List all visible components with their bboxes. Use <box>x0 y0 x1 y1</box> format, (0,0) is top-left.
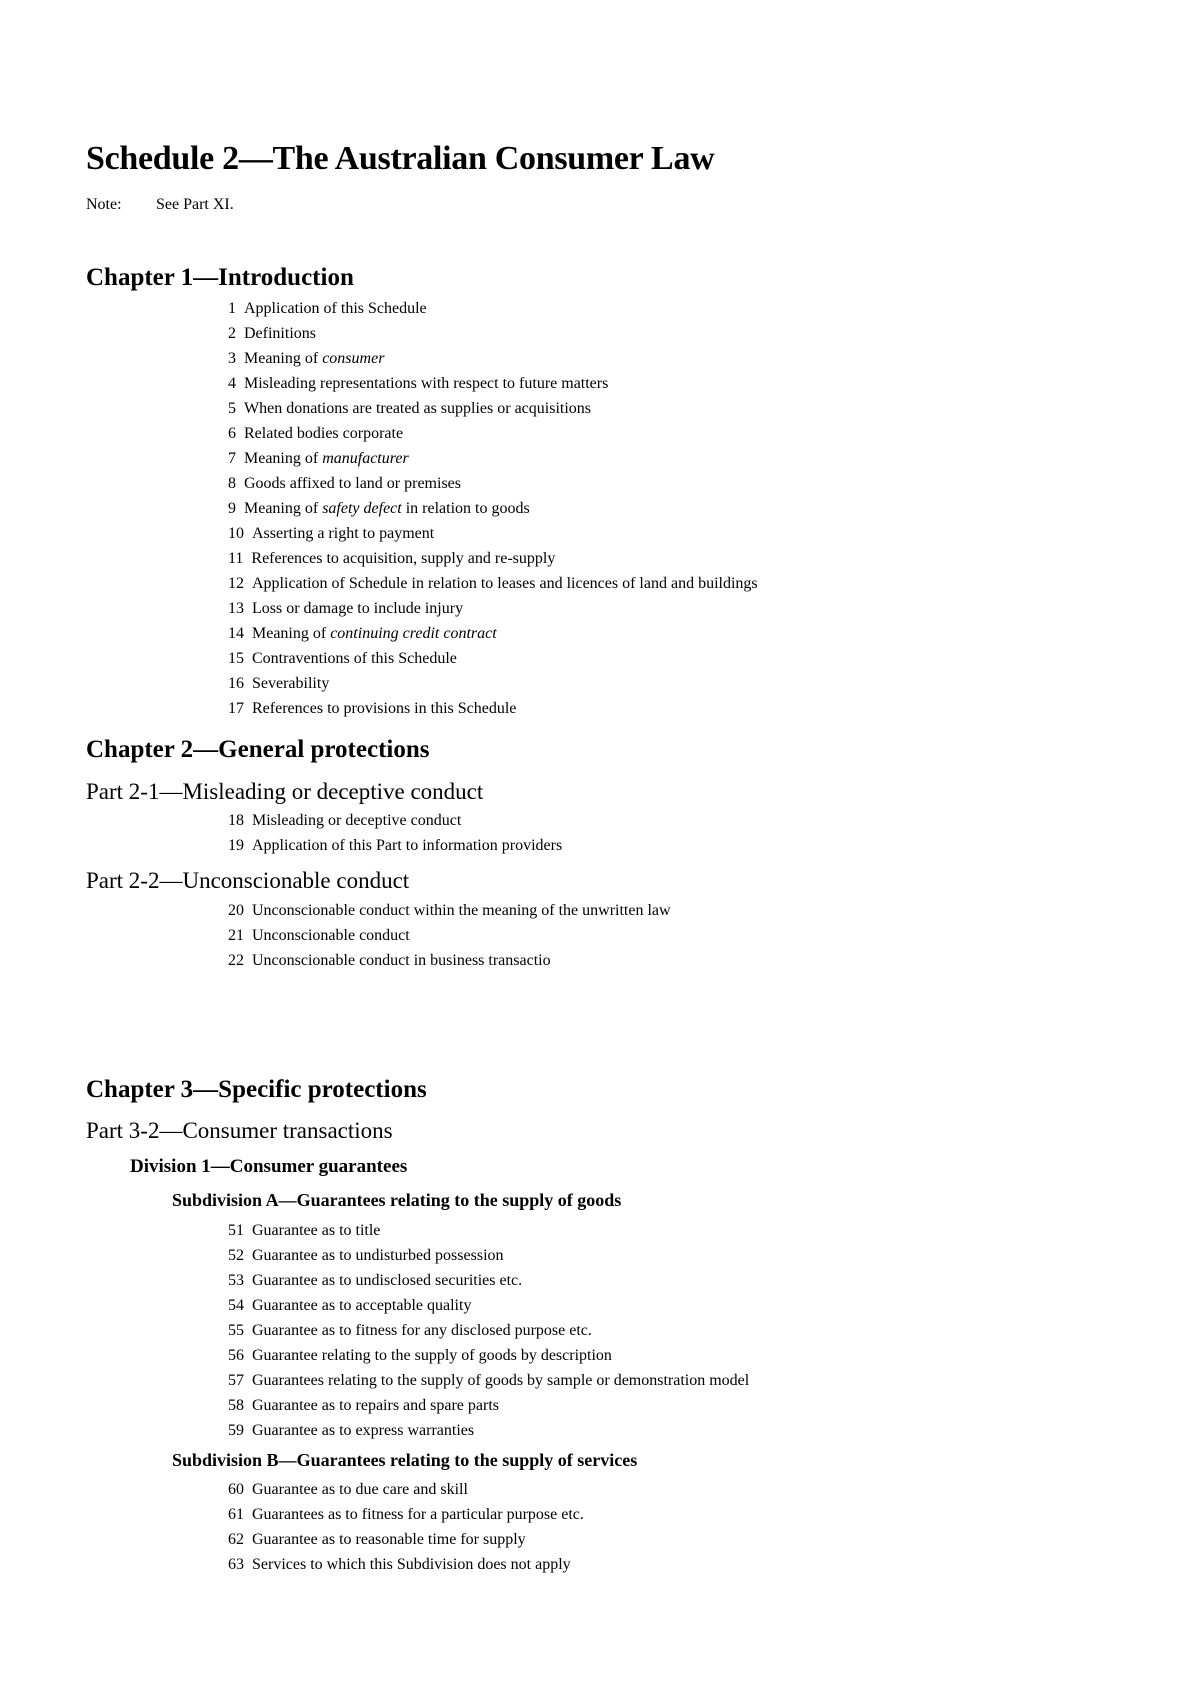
section-title: References to provisions in this Schedule <box>252 700 517 717</box>
section-number: 18 <box>228 812 244 829</box>
contents-entry <box>228 471 758 496</box>
section-number: 12 <box>228 575 244 592</box>
contents-entry <box>228 1418 749 1443</box>
section-number: 55 <box>228 1322 244 1339</box>
section-title: Guarantees as to fitness for a particular purpose etc. <box>252 1506 584 1523</box>
contents-entry <box>228 646 758 671</box>
chapter-1-heading: Chapter 1—Introduction <box>86 264 354 291</box>
section-title: Severability <box>252 675 330 692</box>
section-title: Guarantees relating to the supply of goods by sample or demonstration model <box>252 1372 750 1389</box>
section-title: Contraventions of this Schedule <box>252 650 457 667</box>
section-number: 13 <box>228 600 244 617</box>
contents-entry <box>228 923 671 948</box>
contents-entry <box>228 621 758 646</box>
section-title: Definitions <box>244 325 316 342</box>
section-number: 58 <box>228 1397 244 1414</box>
contents-entry <box>228 1268 749 1293</box>
contents-entry <box>228 671 758 696</box>
section-title-defined-term: continuing credit contract <box>330 625 497 642</box>
section-number: 1 <box>228 300 236 317</box>
section-title: Application of Schedule in relation to leases and licences of land and buildings <box>252 575 758 592</box>
section-number: 15 <box>228 650 244 667</box>
section-title: Guarantee as to repairs and spare parts <box>252 1397 499 1414</box>
section-title: Services to which this Subdivision does not apply <box>252 1556 571 1573</box>
section-title: Guarantee as to reasonable time for supply <box>252 1531 526 1548</box>
section-number: 17 <box>228 700 244 717</box>
section-title: References to acquisition, supply and re-supply <box>251 550 556 567</box>
contents-entry <box>228 496 758 521</box>
contents-entry <box>228 1218 749 1243</box>
section-title: Meaning of <box>244 350 323 367</box>
subdivision-a-contents <box>228 1218 749 1443</box>
section-number: 53 <box>228 1272 244 1289</box>
part-3-2-heading: Part 3-2—Consumer transactions <box>86 1118 393 1143</box>
section-title: Application of this Schedule <box>244 300 427 317</box>
section-title: Guarantee as to due care and skill <box>252 1481 468 1498</box>
section-title: Goods affixed to land or premises <box>244 475 461 492</box>
section-title: Meaning of <box>252 625 331 642</box>
section-title: Misleading representations with respect to future matters <box>244 375 609 392</box>
section-title: Related bodies corporate <box>244 425 404 442</box>
section-title-suffix: in relation to goods <box>401 500 530 517</box>
note-label: Note: <box>86 196 122 213</box>
contents-entry <box>228 421 758 446</box>
section-number: 62 <box>228 1531 244 1548</box>
section-number: 22 <box>228 952 244 969</box>
part-2-2-heading: Part 2-2—Unconscionable conduct <box>86 868 410 893</box>
section-title: Application of this Part to information providers <box>252 837 563 854</box>
section-title: Guarantee as to undisclosed securities etc. <box>252 1272 523 1289</box>
contents-entry <box>228 446 758 471</box>
contents-entry <box>228 521 758 546</box>
contents-entry <box>228 833 562 858</box>
contents-entry <box>228 1318 749 1343</box>
contents-entry <box>228 948 671 973</box>
note-text: See Part XI. <box>156 196 234 213</box>
section-title-defined-term: manufacturer <box>322 450 409 467</box>
chapter-3-heading: Chapter 3—Specific protections <box>86 1076 427 1103</box>
section-number: 52 <box>228 1247 244 1264</box>
section-number: 61 <box>228 1506 244 1523</box>
section-title: Guarantee as to undisturbed possession <box>252 1247 504 1264</box>
contents-entry <box>228 1502 584 1527</box>
section-number: 51 <box>228 1222 244 1239</box>
section-title: Guarantee as to acceptable quality <box>252 1297 472 1314</box>
contents-entry <box>228 1527 584 1552</box>
section-number: 6 <box>228 425 236 442</box>
contents-entry <box>228 1368 749 1393</box>
section-number: 7 <box>228 450 236 467</box>
section-number: 57 <box>228 1372 244 1389</box>
section-number: 21 <box>228 927 244 944</box>
section-title: Guarantee as to express warranties <box>252 1422 475 1439</box>
section-number: 9 <box>228 500 236 517</box>
note <box>86 196 234 214</box>
section-number: 8 <box>228 475 236 492</box>
section-number: 3 <box>228 350 236 367</box>
section-title: Unconscionable conduct <box>252 927 410 944</box>
section-title: Unconscionable conduct in business transactio <box>252 952 551 969</box>
section-number: 14 <box>228 625 244 642</box>
section-number: 5 <box>228 400 236 417</box>
section-title: Unconscionable conduct within the meaning of the unwritten law <box>252 902 671 919</box>
section-number: 11 <box>228 550 244 567</box>
contents-entry <box>228 1477 584 1502</box>
contents-entry <box>228 346 758 371</box>
section-number: 54 <box>228 1297 244 1314</box>
contents-entry <box>228 1243 749 1268</box>
contents-entry <box>228 321 758 346</box>
section-title: Meaning of <box>244 450 323 467</box>
contents-entry <box>228 1393 749 1418</box>
section-number: 16 <box>228 675 244 692</box>
section-title: Guarantee relating to the supply of goods by description <box>252 1347 612 1364</box>
section-title-defined-term: safety defect <box>322 500 402 517</box>
section-number: 2 <box>228 325 236 342</box>
chapter-1-contents <box>228 296 758 721</box>
part-2-1-heading: Part 2-1—Misleading or deceptive conduct <box>86 779 484 804</box>
contents-entry <box>228 1552 584 1577</box>
section-number: 19 <box>228 837 244 854</box>
section-number: 10 <box>228 525 244 542</box>
contents-entry <box>228 596 758 621</box>
section-title: Guarantee as to fitness for any disclosed purpose etc. <box>252 1322 592 1339</box>
section-number: 4 <box>228 375 236 392</box>
contents-entry <box>228 808 562 833</box>
division-1-heading: Division 1—Consumer guarantees <box>130 1156 408 1177</box>
page-title: Schedule 2—The Australian Consumer Law <box>86 140 715 177</box>
contents-entry <box>228 898 671 923</box>
subdivision-a-heading: Subdivision A—Guarantees relating to the supply of goods <box>172 1190 622 1210</box>
contents-entry <box>228 1293 749 1318</box>
contents-entry <box>228 1343 749 1368</box>
section-number: 60 <box>228 1481 244 1498</box>
subdivision-b-heading: Subdivision B—Guarantees relating to the supply of services <box>172 1450 638 1470</box>
subdivision-b-contents <box>228 1477 584 1577</box>
section-number: 56 <box>228 1347 244 1364</box>
section-title-defined-term: consumer <box>322 350 385 367</box>
section-number: 20 <box>228 902 244 919</box>
contents-entry <box>228 296 758 321</box>
part-2-1-contents <box>228 808 562 858</box>
section-title: Loss or damage to include injury <box>252 600 464 617</box>
section-number: 59 <box>228 1422 244 1439</box>
contents-entry <box>228 396 758 421</box>
section-number: 63 <box>228 1556 244 1573</box>
contents-entry <box>228 571 758 596</box>
section-title: Misleading or deceptive conduct <box>252 812 462 829</box>
section-title: Guarantee as to title <box>252 1222 381 1239</box>
contents-entry <box>228 371 758 396</box>
section-title: Meaning of <box>244 500 323 517</box>
section-title: When donations are treated as supplies or acquisitions <box>244 400 592 417</box>
contents-entry <box>228 696 758 721</box>
part-2-2-contents <box>228 898 671 973</box>
section-title: Asserting a right to payment <box>252 525 435 542</box>
contents-entry <box>228 546 758 571</box>
chapter-2-heading: Chapter 2—General protections <box>86 736 430 763</box>
